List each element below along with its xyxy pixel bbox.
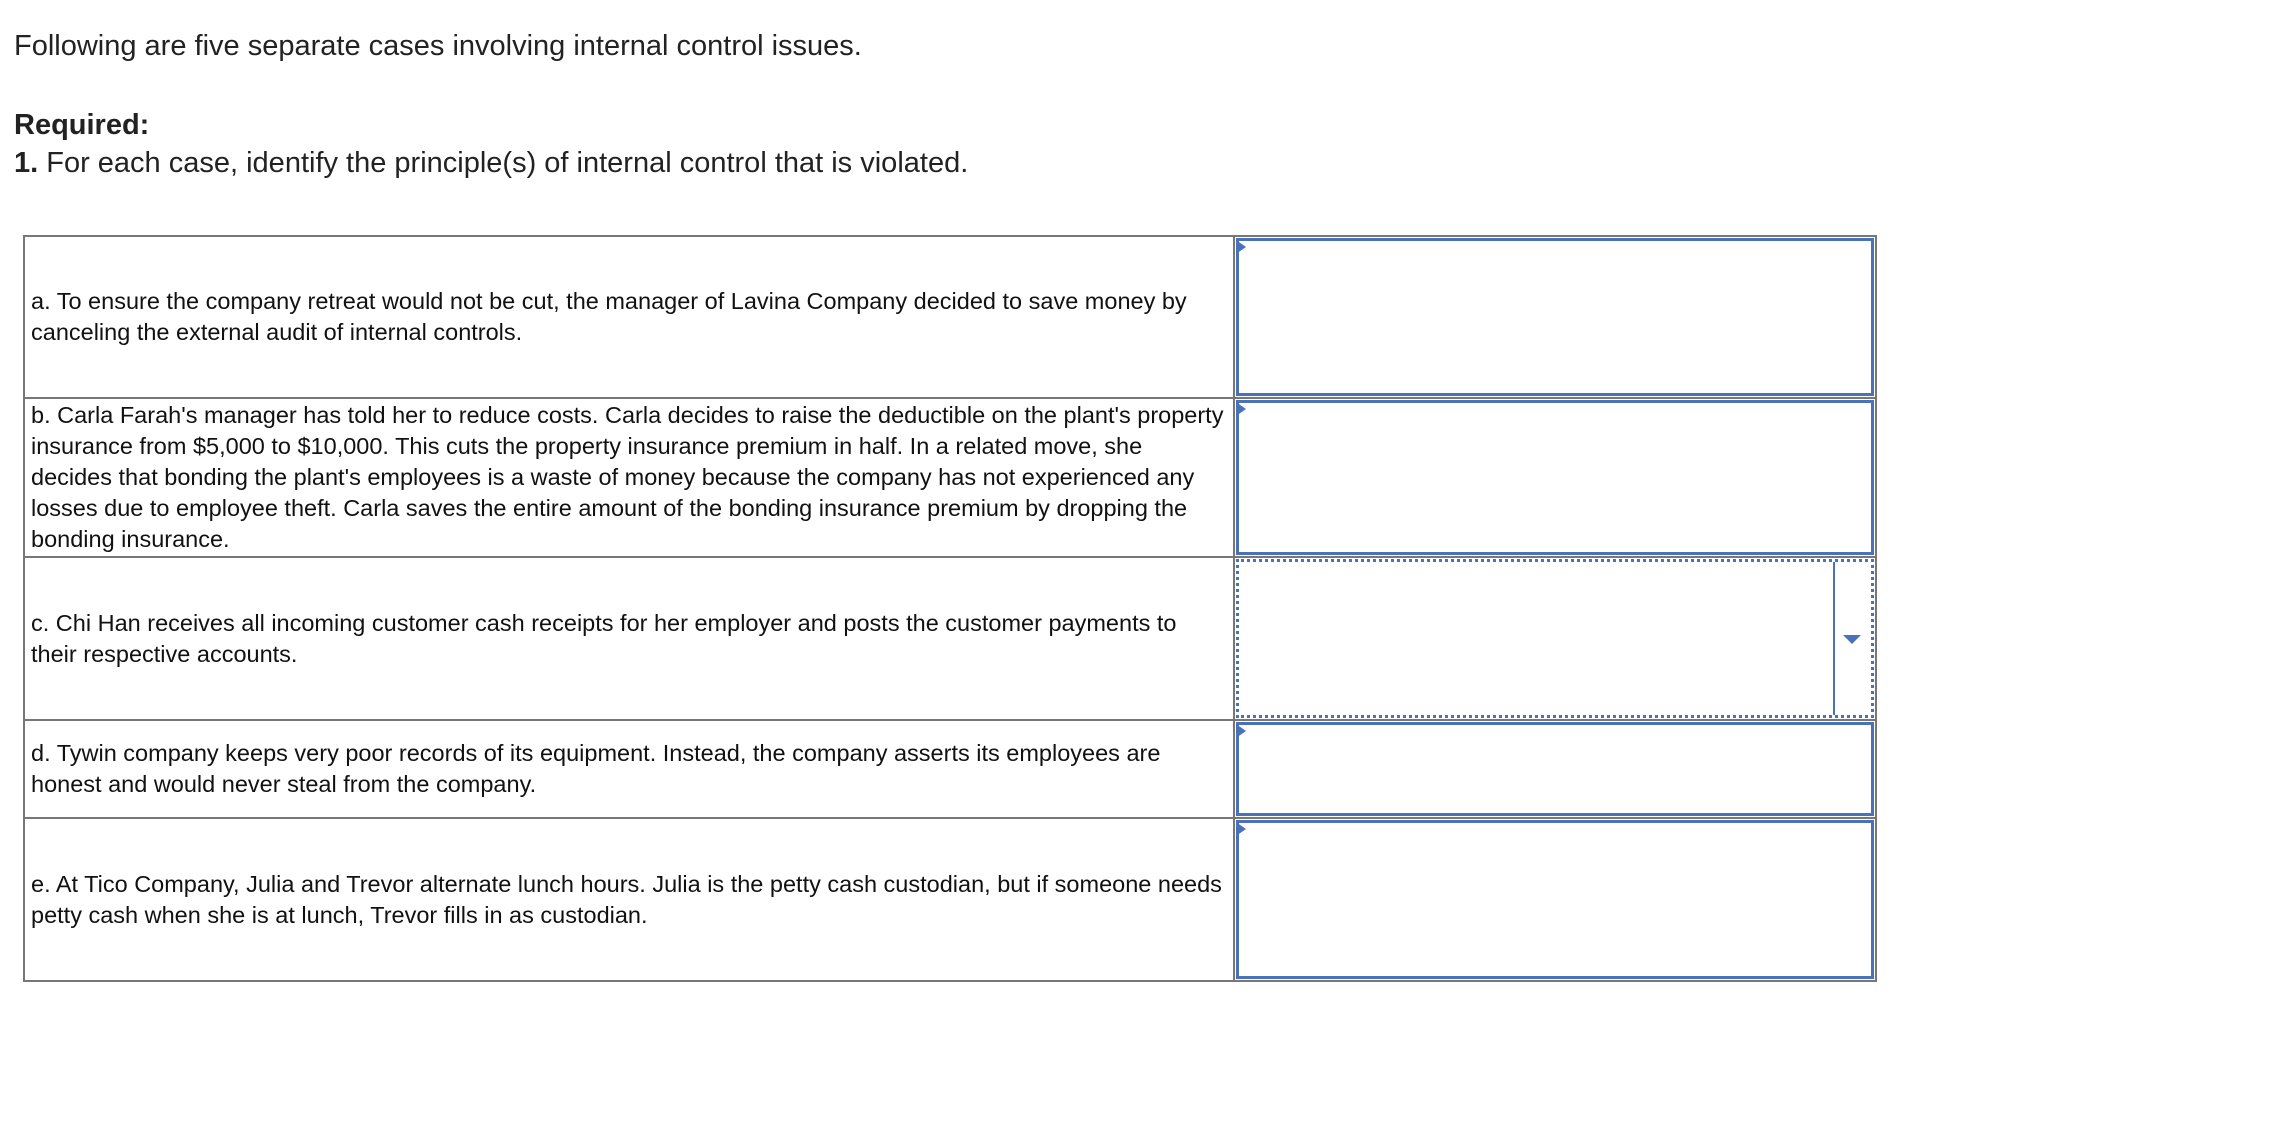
case-text: c. Chi Han receives all incoming customer cash receipts for her employer and posts the customer payments to their respective accounts. bbox=[24, 557, 1234, 720]
chevron-down-icon[interactable] bbox=[1843, 635, 1861, 644]
case-text: b. Carla Farah's manager has told her to reduce costs. Carla decides to raise the deductible on the plant's property insurance from $5,000 to $10,000. This cuts the property insurance premium in half. In a related move, she decides that bonding the plant's employees is a waste of money because the company has not experienced any losses due to employee theft. Carla saves the entire amount of the bonding insurance premium by dropping the bonding insurance. bbox=[24, 398, 1234, 557]
table-row bbox=[24, 557, 1876, 720]
cell-marker-icon bbox=[1236, 402, 1246, 416]
case-text: e. At Tico Company, Julia and Trevor alternate lunch hours. Julia is the petty cash custodian, but if someone needs petty cash when she is at lunch, Trevor fills in as custodian. bbox=[24, 818, 1234, 981]
answer-select-c[interactable] bbox=[1236, 559, 1874, 718]
table-row bbox=[24, 398, 1876, 557]
case-text: a. To ensure the company retreat would not be cut, the manager of Lavina Company decided to save money by canceling the external audit of internal controls. bbox=[24, 236, 1234, 398]
cell-marker-icon bbox=[1236, 822, 1246, 836]
cell-marker-icon bbox=[1236, 724, 1246, 738]
answer-cell bbox=[1234, 557, 1876, 720]
question-text: For each case, identify the principle(s) of internal control that is violated. bbox=[38, 147, 969, 179]
case-text: d. Tywin company keeps very poor records of its equipment. Instead, the company asserts its employees are honest and would never steal from the company. bbox=[24, 720, 1234, 818]
required-label: Required: bbox=[14, 109, 150, 141]
cell-marker-icon bbox=[1236, 240, 1246, 254]
requirement bbox=[14, 106, 968, 182]
answer-cell bbox=[1234, 236, 1876, 398]
intro-text: Following are five separate cases involving internal control issues. bbox=[14, 30, 862, 62]
table-row bbox=[24, 818, 1876, 981]
cases-table bbox=[23, 235, 1877, 982]
answer-cell bbox=[1234, 818, 1876, 981]
table-row bbox=[24, 720, 1876, 818]
table-row bbox=[24, 236, 1876, 398]
answer-cell bbox=[1234, 398, 1876, 557]
question-number: 1. bbox=[14, 147, 39, 179]
answer-cell bbox=[1234, 720, 1876, 818]
